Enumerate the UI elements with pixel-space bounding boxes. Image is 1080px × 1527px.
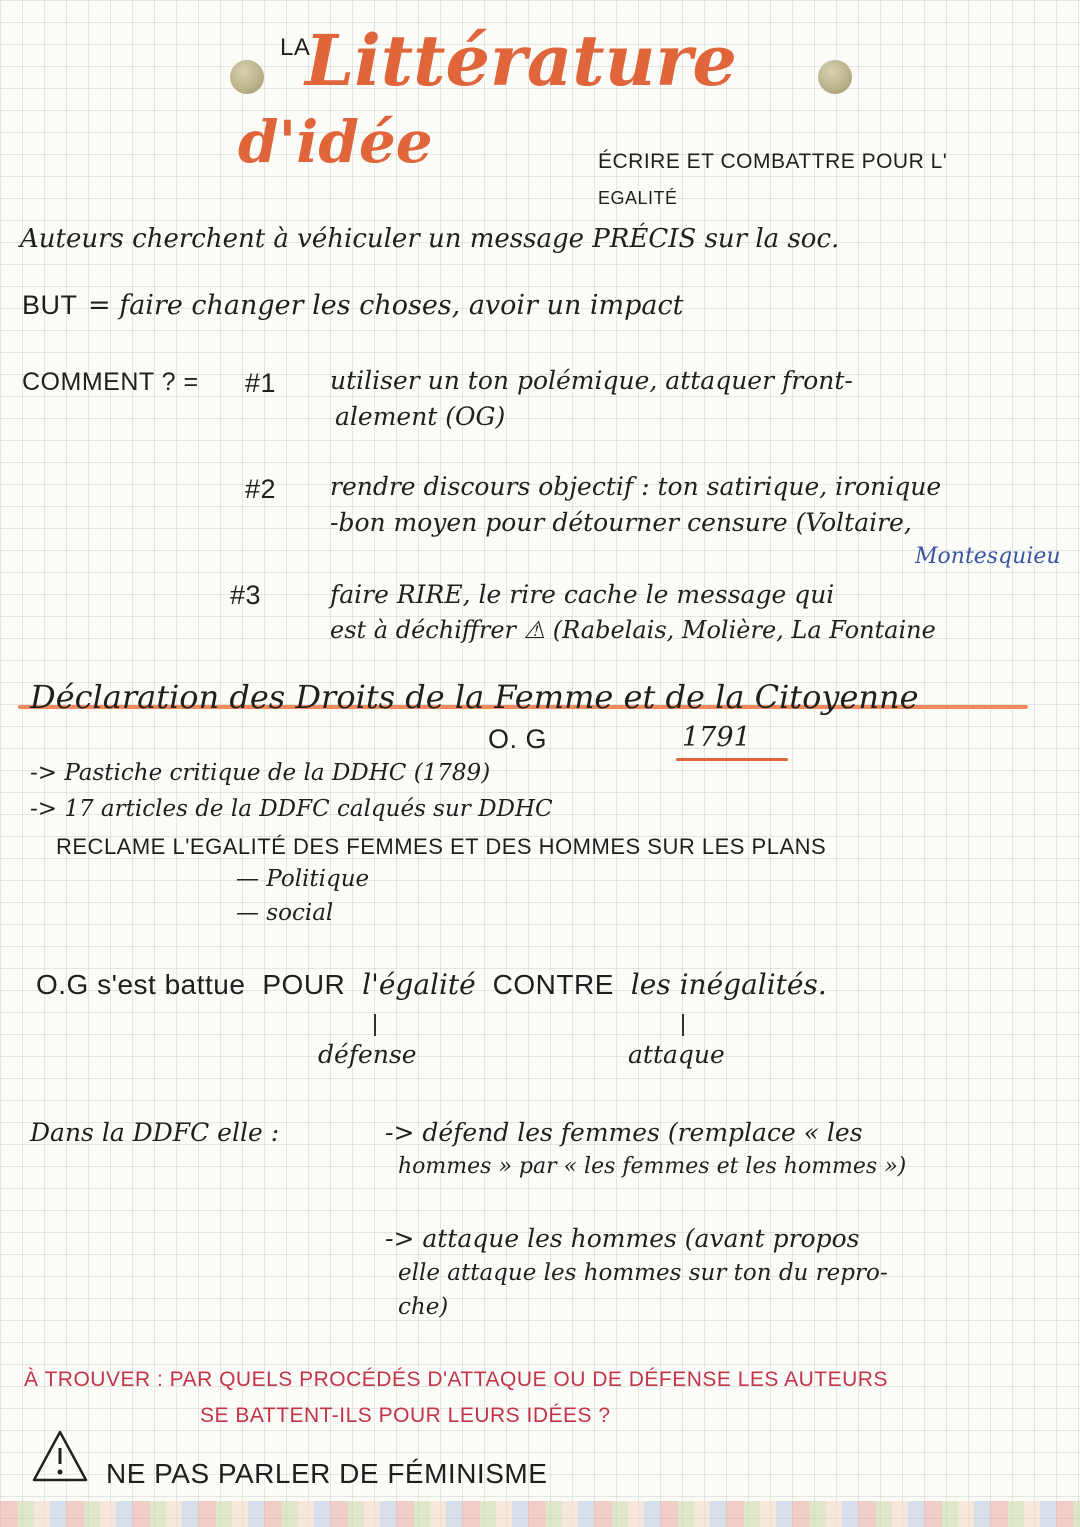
ddfc-defend-line-2: hommes » par « les femmes et les hommes ») <box>398 1154 907 1179</box>
declaration-author: O. G <box>488 724 548 754</box>
declaration-year-underline <box>676 758 788 761</box>
attaque-connector <box>682 1014 684 1036</box>
comment-item-2-number: #2 <box>245 474 277 504</box>
comment-item-1-number: #1 <box>245 368 277 398</box>
title-prefix: LA <box>280 34 311 61</box>
og-attaque-label: attaque <box>628 1040 725 1069</box>
subtitle-line-1: ÉCRIRE ET COMBATTRE POUR L' <box>598 150 948 173</box>
comment-item-3-number: #3 <box>230 580 262 610</box>
og-fight-contre: CONTRE <box>492 969 614 1000</box>
a-trouver-line-2: SE BATTENT-ILS POUR LEURS IDÉES ? <box>200 1404 611 1427</box>
declaration-point-2: -> 17 articles de la DDFC calqués sur DDHC <box>30 796 553 822</box>
ddfc-defend-line-1: -> défend les femmes (remplace « les <box>385 1118 863 1147</box>
declaration-point-1: -> Pastiche critique de la DDHC (1789) <box>30 760 491 786</box>
subtitle-line-2: EGALITÉ <box>598 188 678 208</box>
comment-item-3-line-1: faire RIRE, le rire cache le message qui <box>330 580 835 609</box>
title-word-litterature: Littérature <box>305 19 737 102</box>
comment-item-2-line-3: Montesquieu <box>915 544 1061 569</box>
comment-item-1-line-1: utiliser un ton polémique, attaquer front- <box>330 366 853 395</box>
declaration-claim: RECLAME L'EGALITÉ DES FEMMES ET DES HOMMES SUR LES PLANS <box>56 834 827 859</box>
og-fight-middle: l'égalité <box>362 968 476 1001</box>
a-trouver-line-1: À TROUVER : PAR QUELS PROCÉDÉS D'ATTAQUE OU DE DÉFENSE LES AUTEURS <box>24 1368 888 1391</box>
ddfc-attack-line-2: elle attaque les hommes sur ton du repro- <box>398 1260 888 1286</box>
defense-connector <box>374 1014 376 1036</box>
floral-border-decoration <box>0 1501 1080 1527</box>
but-label: BUT <box>22 290 78 320</box>
og-fight-line <box>36 968 827 1001</box>
binder-hole-left-icon <box>230 60 264 94</box>
og-defense-label: défense <box>318 1040 417 1069</box>
warning-triangle-icon <box>30 1428 90 1484</box>
ddfc-attack-line-3: che) <box>398 1294 449 1320</box>
og-fight-pour: POUR <box>262 969 346 1000</box>
og-fight-start: O.G s'est battue <box>36 969 246 1000</box>
comment-item-2-line-1: rendre discours objectif : ton satirique, ironique <box>330 472 942 501</box>
declaration-plane-politique: — Politique <box>236 866 370 892</box>
comment-label: COMMENT ? = <box>22 368 199 396</box>
title-word-idee: d'idée <box>238 108 433 176</box>
comment-item-1-line-2: alement (OG) <box>335 402 506 431</box>
og-fight-end: les inégalités. <box>630 968 827 1001</box>
binder-hole-right-icon <box>818 60 852 94</box>
declaration-year: 1791 <box>682 722 751 753</box>
declaration-title: Déclaration des Droits de la Femme et de la Citoyenne <box>30 678 919 716</box>
but-text: = faire changer les choses, avoir un impact <box>88 290 684 321</box>
comment-item-2-line-2: -bon moyen pour détourner censure (Voltaire, <box>330 508 912 537</box>
ddfc-lead: Dans la DDFC elle : <box>30 1118 280 1147</box>
comment-item-3-line-2: est à déchiffrer ⚠ (Rabelais, Molière, La Fontaine <box>330 616 936 644</box>
warning-text: NE PAS PARLER DE FÉMINISME <box>106 1458 548 1489</box>
ddfc-attack-line-1: -> attaque les hommes (avant propos <box>385 1224 860 1253</box>
declaration-plane-social: — social <box>236 900 334 926</box>
intro-text: Auteurs cherchent à véhiculer un message PRÉCIS sur la soc. <box>20 224 840 254</box>
